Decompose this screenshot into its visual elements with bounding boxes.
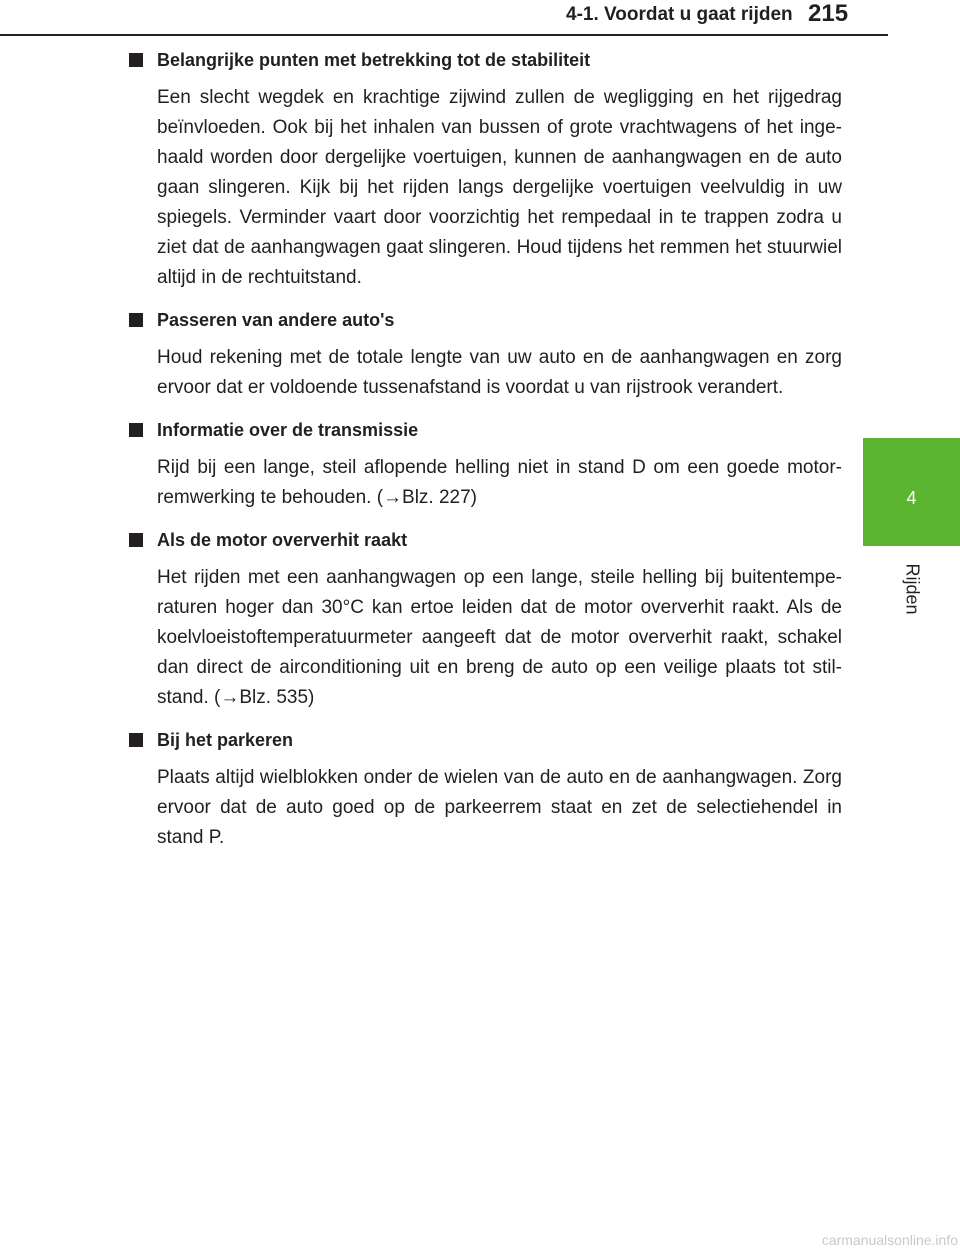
section-heading: [127, 415, 842, 445]
page-header: [0, 0, 960, 40]
chapter-label-text: Rijden: [902, 563, 923, 615]
square-bullet-icon: [129, 533, 143, 547]
section-heading-text: Belangrijke punten met betrekking tot de stabiliteit: [157, 50, 591, 70]
section-heading-text: Bij het parkeren: [157, 730, 294, 750]
section-heading: [127, 45, 842, 75]
page-content: [127, 45, 842, 865]
section-passing: [127, 305, 842, 403]
section-stability: [127, 45, 842, 293]
section-body: Rijd bij een lange, steil aflopende helling niet in stand D om een goede motor-remwerking te behouden. (→Blz. 227): [157, 457, 842, 508]
square-bullet-icon: [129, 423, 143, 437]
chapter-label: [892, 554, 932, 624]
square-bullet-icon: [129, 313, 143, 327]
section-heading: [127, 725, 842, 755]
section-heading: [127, 305, 842, 335]
section-body: Plaats altijd wielblokken onder de wielen van de auto en de aanhangwagen. Zorg ervoor dat de auto goed op de parkeerrem staat en zet de selectiehendel in stand P.: [157, 767, 842, 848]
section-heading-text: Informatie over de transmissie: [157, 420, 419, 440]
section-body: Het rijden met een aanhangwagen op een lange, steile helling bij buitentempe-raturen hoger dan 30°C kan ertoe leiden dat de motor oververhit raakt. Als de koelvloeistoftemperatuurmeter aangeeft dat de motor oververhit raakt, schakel dan direct de airconditioning uit en breng de auto op een veilige plaats tot stil-stand. (→Blz. 535): [157, 567, 842, 708]
section-body: Een slecht wegdek en krachtige zijwind zullen de wegligging en het rijgedrag beïnvloeden. Ook bij het inhalen van bussen of grote vrachtwagens of het inge-haald worden door dergelijke voertuigen, kunnen de aanhangwagen en de auto gaan slingeren. Kijk bij het rijden langs dergelijke voertuigen veelvuldig in uw spiegels. Verminder vaart door voorzichtig het rempedaal in te trappen zodra u ziet dat de aanhangwagen gaat slingeren. Houd tijdens het remmen het stuurwiel altijd in de rechtuitstand.: [157, 87, 842, 288]
section-transmission: [127, 415, 842, 513]
square-bullet-icon: [129, 733, 143, 747]
section-heading-text: Passeren van andere auto's: [157, 310, 395, 330]
section-heading-text: Als de motor oververhit raakt: [157, 530, 408, 550]
page-number: 215: [808, 0, 849, 27]
section-title: 4-1. Voordat u gaat rijden: [566, 4, 793, 25]
header-divider: [0, 34, 888, 36]
chapter-number: 4: [906, 488, 917, 508]
chapter-tab: [863, 438, 960, 546]
section-heading: [127, 525, 842, 555]
watermark: carmanualsonline.info: [821, 1232, 958, 1248]
square-bullet-icon: [129, 53, 143, 67]
section-parking: [127, 725, 842, 853]
section-overheating: [127, 525, 842, 713]
section-body: Houd rekening met de totale lengte van uw auto en de aanhangwagen en zorg ervoor dat er voldoende tussenafstand is voordat u van rijstrook verandert.: [157, 347, 842, 398]
